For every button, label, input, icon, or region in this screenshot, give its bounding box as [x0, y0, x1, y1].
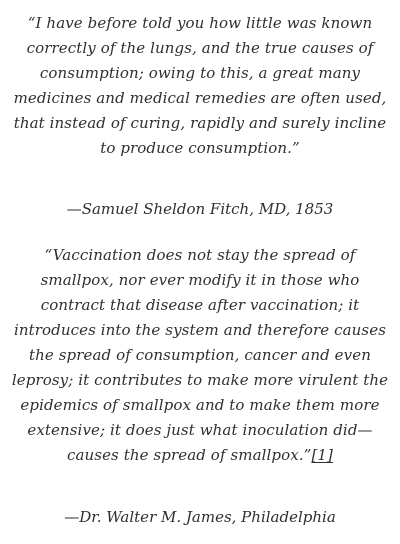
quote-line: introduces into the system and therefore causes — [13, 321, 387, 339]
quote-line: consumption; owing to this, a great many — [39, 64, 361, 82]
quote-line: medicines and medical remedies are often used, — [13, 89, 387, 107]
quote-line: the spread of consumption, cancer and even — [29, 346, 371, 364]
quote-james — [0, 243, 400, 468]
quote-line: smallpox, nor ever modify it in those who — [40, 271, 360, 289]
quote-line: contract that disease after vaccination; it — [40, 296, 360, 314]
quote-line: to produce consumption.” — [100, 139, 300, 157]
attribution-james: —Dr. Walter M. James, Philadelphia — [64, 508, 336, 526]
quote-line: leprosy; it contributes to make more virulent the — [11, 371, 389, 389]
quote-line: correctly of the lungs, and the true causes of — [26, 39, 374, 57]
quote-line: “Vaccination does not stay the spread of — [44, 246, 356, 264]
quote-line: epidemics of smallpox and to make them more — [20, 396, 380, 414]
quote-line-text: causes the spread of smallpox.” — [66, 446, 312, 464]
quote-line: “I have before told you how little was known — [27, 14, 373, 32]
quote-line: extensive; it does just what inoculation did— — [27, 421, 373, 439]
attribution-fitch: —Samuel Sheldon Fitch, MD, 1853 — [66, 200, 334, 218]
quote-last-line — [0, 443, 400, 468]
quote-line: that instead of curing, rapidly and surely incline — [13, 114, 387, 132]
quote-fitch — [0, 11, 400, 161]
footnote-link[interactable]: [1] — [311, 446, 334, 464]
